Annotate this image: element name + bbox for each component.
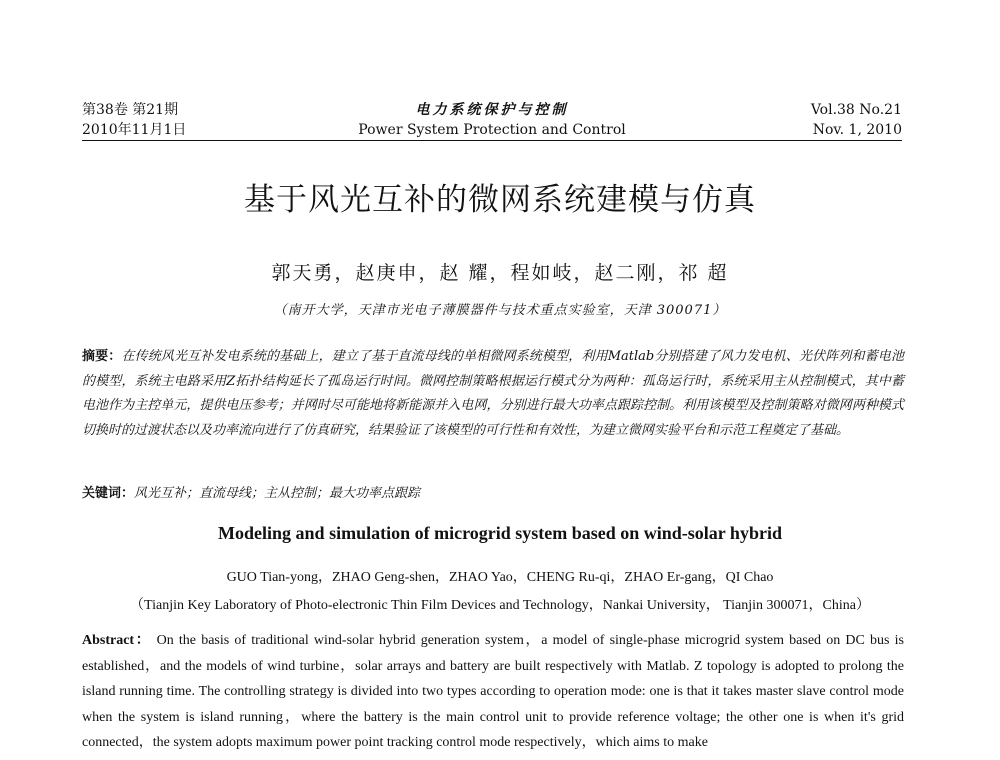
abstract-cn [82, 345, 904, 443]
abstract-cn-text: 在传统风光互补发电系统的基础上，建立了基于直流母线的单相微网系统模型，利用Matlab分别搭建了风力发电机、光伏阵列和蓄电池的模型，系统主电路采用Z拓扑结构延长了孤岛运行时间。微网控制策略根据运行模式分为两种：孤岛运行时，系统采用主从控制模式，其中蓄电池作为主控单元，提供电压参考；并网时尽可能地将新能源并入电网，分别进行最大功率点跟踪控制。利用该模型及控制策略对微网两种模式切换时的过渡状态以及功率流向进行了仿真研究，结果验证了该模型的可行性和有效性，为建立微网实验平台和示范工程奠定了基础。 [82, 349, 904, 438]
keywords-cn [82, 483, 904, 505]
abstract-en [82, 628, 904, 756]
abstract-en-label: Abstract： [82, 633, 152, 648]
date-cn: 2010年11月1日 [82, 122, 187, 138]
journal-name-en: Power System Protection and Control [358, 122, 626, 138]
paper-title-en: Modeling and simulation of microgrid system based on wind-solar hybrid [218, 523, 782, 543]
journal-issue-info-en [811, 100, 902, 140]
date-en: Nov. 1, 2010 [812, 122, 902, 138]
volume-issue-cn: 第38卷 第21期 [82, 102, 179, 118]
volume-issue-en: Vol.38 No.21 [810, 102, 902, 118]
keywords-cn-text: 风光互补；直流母线；主从控制；最大功率点跟踪 [134, 486, 421, 501]
affiliation-en: （Tianjin Key Laboratory of Photo-electronic Thin Film Devices and Technology，Nankai University， Tianjin 300071，China） [130, 598, 870, 613]
authors-en: GUO Tian-yong，ZHAO Geng-shen，ZHAO Yao，CHENG Ru-qi，ZHAO Er-gang，QI Chao [226, 570, 774, 585]
journal-name [82, 100, 902, 140]
abstract-en-text: On the basis of traditional wind-solar hybrid generation system，a model of single-phase microgrid system based on DC bus is established，and the models of wind turbine，solar arrays and battery are built respectively with Matlab. Z topology is adopted to prolong the island running time. The controlling strategy is divided into two types according to operation mode: one is that it takes master slave control mode when the system is island running，where the battery is the main control unit to provide reference voltage; the other one is when it's grid connected，the system adopts maximum power point tracking control mode respectively，which aims to make [82, 633, 904, 750]
paper-title-cn: 基于风光互补的微网系统建模与仿真 [244, 182, 756, 218]
header-rule [82, 140, 902, 141]
running-header [82, 100, 902, 144]
authors-cn: 郭天勇，赵庚申，赵 耀，程如岐，赵二刚，祁 超 [271, 262, 729, 284]
journal-name-cn: 电力系统保护与控制 [415, 102, 569, 118]
affiliation-cn: （南开大学，天津市光电子薄膜器件与技术重点实验室，天津 300071） [273, 303, 727, 318]
keywords-cn-label: 关键词： [82, 486, 135, 501]
abstract-cn-label: 摘要： [82, 349, 122, 364]
